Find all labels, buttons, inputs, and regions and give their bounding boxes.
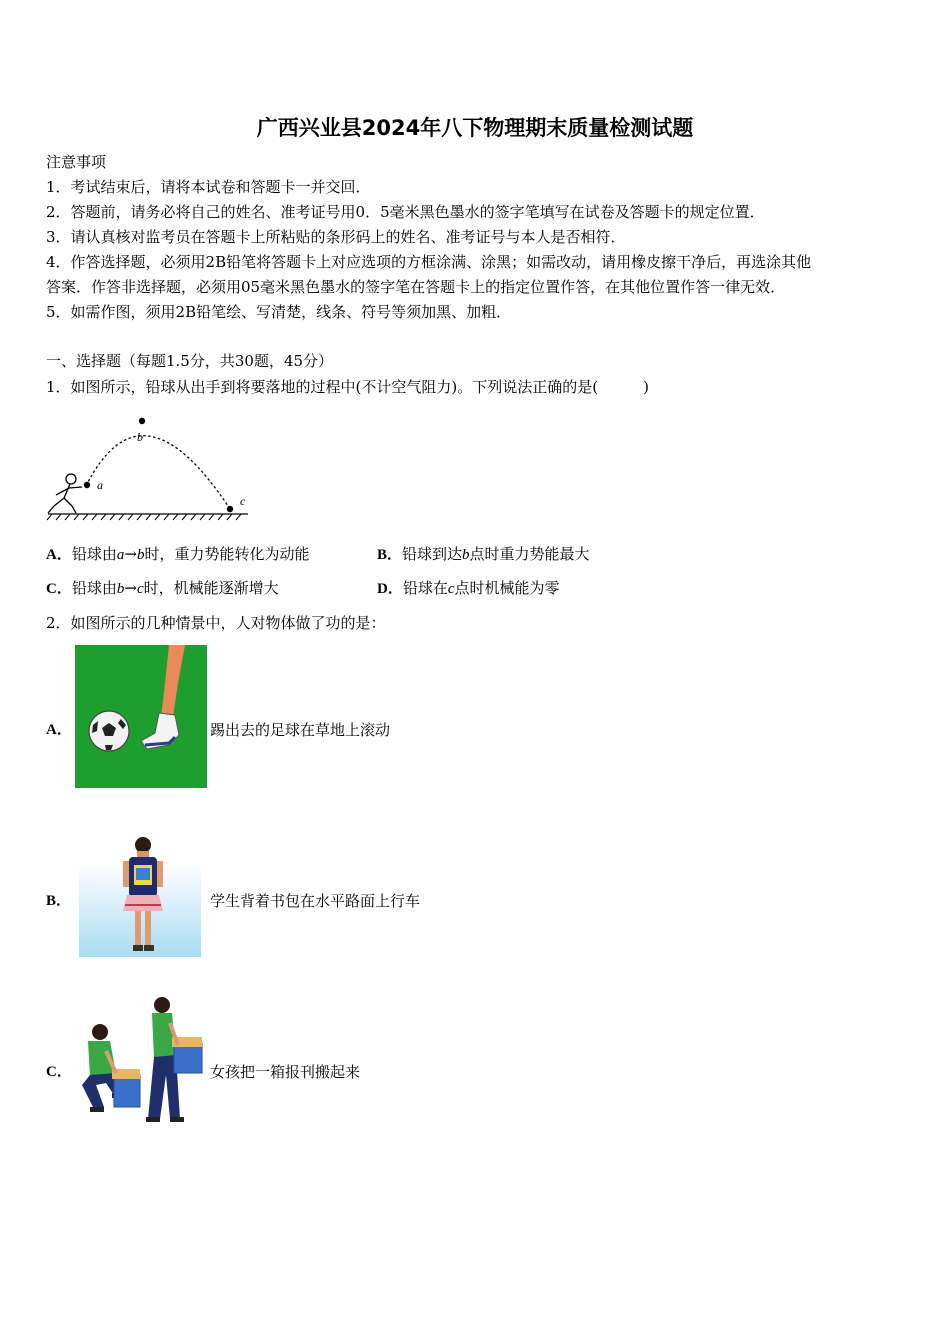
student-head [135,837,151,853]
point-b [139,418,145,424]
q2-option-b-letter: B． [46,893,72,909]
question-1-stem: 1．如图所示，铅球从出手到将要落地的过程中(不计空气阻力)。下列说法正确的是( ) [46,378,649,396]
q1-option-b: B．铅球到达b点时重力势能最大 [377,545,590,563]
notice-item: 答案．作答非选择题，必须用05毫米黑色墨水的签字笔在答题卡上的指定位置作答，在其他位置作答一律无效． [46,278,786,296]
student-backpack-image [79,835,201,957]
right-leg [145,911,151,947]
girl-crouching [82,1024,140,1112]
q2-option-a-text: 踢出去的足球在草地上滚动 [210,721,391,739]
notice-item: 1．考试结束后，请将本试卷和答题卡一并交回． [46,178,371,196]
notice-item: 4．作答选择题，必须用2B铅笔将答题卡上对应选项的方框涂满、涂黑；如需改动，请用橡皮擦干净后，再选涂其他 [46,253,812,271]
q1-option-c: C．铅球由b→c时，机械能逐渐增大 [46,579,279,597]
ground-hatching [47,514,241,520]
girl-standing [146,997,202,1122]
q1-option-d: D．铅球在c点时机械能为零 [377,579,560,597]
notice-item: 5．如需作图，须用2B铅笔绘、写清楚，线条、符号等须加黑、加粗． [46,303,512,321]
notice-heading: 注意事项 [46,153,107,171]
left-leg [135,911,141,947]
point-a [84,482,90,488]
notice-item: 3．请认真核对监考员在答题卡上所粘贴的条形码上的姓名、准考证号与本人是否相符． [46,228,626,246]
label-b: b [137,430,143,444]
q2-option-c-text: 女孩把一箱报刊搬起来 [210,1063,361,1081]
page-title: 广西兴业县2024年八下物理期末质量检测试题 [256,116,694,140]
q2-option-c-letter: C． [46,1064,72,1080]
q2-option-a-letter: A． [46,722,72,738]
question-2-stem: 2．如图所示的几种情景中，人对物体做了功的是： [46,614,386,632]
q2-option-b-text: 学生背着书包在水平路面上行车 [210,892,421,910]
soccer-kick-image [75,645,207,788]
q1-option-a: A．铅球由a→b时，重力势能转化为动能 [46,545,310,563]
point-c [227,506,233,512]
label-a: a [97,478,103,492]
skirt [123,895,163,911]
girl-lifting-box-image [76,995,204,1125]
shot-put-trajectory-figure [44,410,254,525]
section-heading: 一、选择题（每题1.5分，共30题，45分） [46,352,334,370]
notice-item: 2．答题前，请务必将自己的姓名、准考证号用0．5毫米黑色墨水的签字笔填写在试卷及答题卡的规定位置． [46,203,765,221]
trajectory-path [86,436,230,509]
thrower-figure [48,474,82,513]
label-c: c [240,494,246,508]
